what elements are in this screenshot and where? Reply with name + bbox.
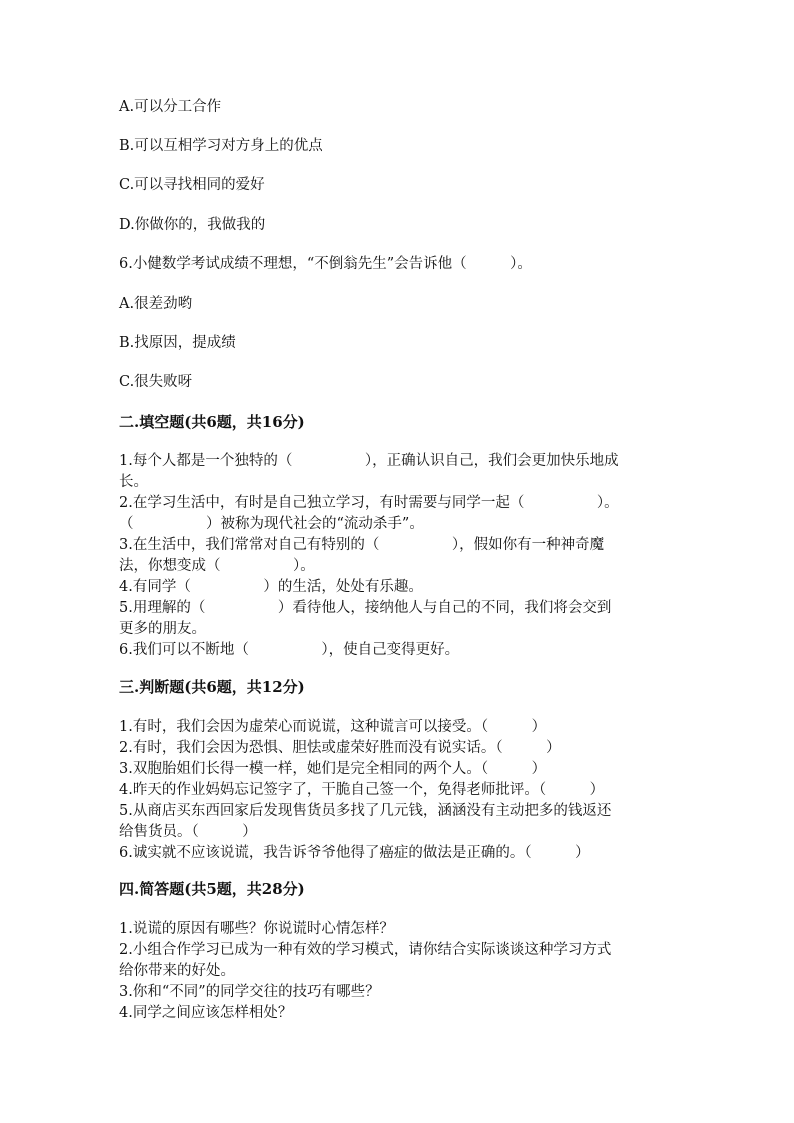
section3-line: 4.昨天的作业妈妈忘记签字了，干脆自己签一个，免得老师批评。（ ） (119, 782, 605, 798)
q5-option-b: B.可以互相学习对方身上的优点 (119, 138, 323, 154)
q6-option-b: B.找原因，提成绩 (119, 335, 236, 351)
section3-line: 3.双胞胎姐们长得一模一样，她们是完全相同的两个人。（ ） (119, 761, 547, 777)
section3-heading: 三.判断题(共6题，共12分) (119, 678, 305, 696)
section2-line: 6.我们可以不断地（ ），使自己变得更好。 (119, 642, 460, 658)
section4-line: 1.说谎的原因有哪些？你说谎时心情怎样？ (119, 921, 394, 937)
section2-line: 更多的朋友。 (119, 621, 206, 637)
q5-option-a: A.可以分工合作 (119, 99, 222, 115)
section4-questions (119, 919, 674, 1024)
section3-line: 5.从商店买东西回家后发现售货员多找了几元钱，涵涵没有主动把多的钱返还 (119, 803, 612, 819)
section2-line: 法，你想变成（ ）。 (119, 558, 315, 574)
section3-questions (119, 717, 674, 864)
q5-option-c: C.可以寻找相同的爱好 (119, 177, 265, 193)
q6-question: 6.小健数学考试成绩不理想，“不倒翁先生”会告诉他（ ）。 (119, 256, 532, 272)
section2-line: 4.有同学（ ）的生活，处处有乐趣。 (119, 579, 423, 595)
section2-heading: 二.填空题(共6题，共16分) (119, 413, 305, 431)
q6-option-c: C.很失败呀 (119, 374, 193, 390)
section3-line: 6.诚实就不应该说谎，我告诉爷爷他得了癌症的做法是正确的。（ ） (119, 845, 590, 861)
section4-line: 3.你和“不同”的同学交往的技巧有哪些？ (119, 984, 380, 1000)
section2-line: （ ）被称为现代社会的“流动杀手”。 (119, 516, 424, 532)
section2-line: 2.在学习生活中，有时是自己独立学习，有时需要与同学一起（ ）。 (119, 495, 619, 511)
section4-line: 给你带来的好处。 (119, 963, 235, 979)
section3-line: 2.有时，我们会因为恐惧、胆怯或虚荣好胜而没有说实话。（ ） (119, 740, 561, 756)
q5-option-d: D.你做你的，我做我的 (119, 217, 266, 233)
section2-line: 1.每个人都是一个独特的（ ），正确认识自己，我们会更加快乐地成 (119, 453, 619, 469)
section3-line: 1.有时，我们会因为虚荣心而说谎，这种谎言可以接受。（ ） (119, 719, 547, 735)
section2-line: 长。 (119, 474, 148, 490)
section2-questions (119, 451, 674, 661)
section2-line: 5.用理解的（ ）看待他人，接纳他人与自己的不同，我们将会交到 (119, 600, 612, 616)
section3-line: 给售货员。（ ） (119, 824, 257, 840)
section4-line: 4.同学之间应该怎样相处？ (119, 1005, 293, 1021)
q6-option-a: A.很差劲哟 (119, 296, 193, 312)
section2-line: 3.在生活中，我们常常对自己有特别的（ ），假如你有一种神奇魔 (119, 537, 605, 553)
section4-heading: 四.简答题(共5题，共28分) (119, 880, 305, 898)
section4-line: 2.小组合作学习已成为一种有效的学习模式，请你结合实际谈谈这种学习方式 (119, 942, 612, 958)
